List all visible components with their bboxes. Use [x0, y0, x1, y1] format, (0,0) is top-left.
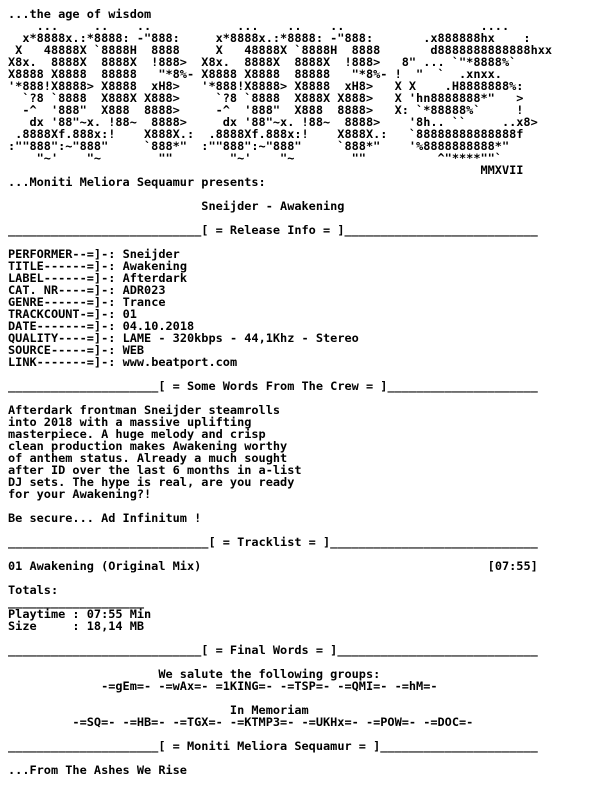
memoriam-heading: In Memoriam: [8, 703, 309, 717]
ascii-logo: ... .. .. ... .. .. .... x*8888x.:*8888: -"888: x*8888x.:*8888: -"888: .x888888hx : X 48888X `8888H 8888 X 48888X `8888H 8888 d8888888888888hxx X8x. 8888X 8888X !888> X8x. 8888X 8888X !888> 8" ... `"*8888%` X8888 X8888 88888 "*8%- X8888 X8888 88888 "*8%- ! " ` .xnxx. '*888!X8888> X8888 xH8> '*888!X8888> X8888 xH8> X X .H8888888%: `?8 `8888 X888X X888> `?8 `8888 X888X X888> X 'hn8888888*" > -^ '888" X888 8888> -^ '888" X888 8888> X: `*88888%` ! dx '88"~x. !88~ 8888> dx '88"~x. !88~ 8888> '8h.. `` ..x8> .8888Xf.888x:! X888X.: .8888Xf.888x:! X888X.: `88888888888888f :""888":~"888" `888*" :""888":~"888" `888*" '%8888888888*" "~' "~ "" "~' "~ "" ^"****""` MMXVII: [8, 19, 553, 177]
release-info-value: 01: [122, 307, 137, 321]
totals-label: Totals:: [8, 583, 59, 597]
release-info-value: www.beatport.com: [122, 355, 238, 369]
section-title: [ = Final Words = ]: [201, 643, 338, 657]
section-header-tracklist: ____________________________[ = Tracklist = ]_____________________________: [8, 535, 538, 549]
release-info-key: DATE-------=]-:: [8, 319, 116, 333]
release-info-value: ADR023: [122, 283, 166, 297]
release-info-row: [8, 356, 592, 368]
track-row: [8, 560, 592, 572]
playtime-line: Playtime : 07:55 Min: [8, 607, 152, 621]
section-header-footer: _____________________[ = Moniti Meliora Sequamur = ]______________________: [8, 739, 538, 753]
salute-groups: -=gEm=- -=wAx=- =1KING=- -=TSP=- -=QMI=- -=hM=-: [8, 679, 438, 693]
release-info-key: TRACKCOUNT-=]-:: [8, 307, 116, 321]
size-line: Size : 18,14 MB: [8, 619, 145, 633]
release-info-key: GENRE------=]-:: [8, 295, 116, 309]
release-info-value: 04.10.2018: [122, 319, 195, 333]
track-duration: [07:55]: [487, 559, 538, 573]
release-info-value: Afterdark: [122, 271, 187, 285]
tracklist: [8, 560, 592, 572]
release-info-key: TITLE------=]-:: [8, 259, 116, 273]
release-info-key: QUALITY----=]-:: [8, 331, 116, 345]
section-header-crew-words: _____________________[ = Some Words From The Crew = ]_____________________: [8, 379, 538, 393]
release-info-value: Awakening: [122, 259, 187, 273]
crew-text: Afterdark frontman Sneijder steamrolls into 2018 with a massive uplifting masterpiece. A huge melody and crisp clean production makes Awakening worthy of anthem status. Already a much sought after ID over the last 6 months in a-list DJ sets. The hype is real, are you ready for your Awakening?!: [8, 403, 302, 501]
section-title: [ = Moniti Meliora Sequamur = ]: [158, 739, 381, 753]
release-info-key: PERFORMER--=]-:: [8, 247, 116, 261]
section-title: [ = Tracklist = ]: [208, 535, 331, 549]
memoriam-groups: -=SQ=- -=HB=- -=TGX=- -=KTMP3=- -=UKHx=- -=POW=- -=DOC=-: [8, 715, 474, 729]
release-title: Sneijder - Awakening: [8, 199, 345, 213]
section-title: [ = Some Words From The Crew = ]: [158, 379, 388, 393]
intro-line: ...the age of wisdom: [8, 7, 152, 21]
outro-line: ...From The Ashes We Rise: [8, 763, 187, 777]
be-secure-line: Be secure... Ad Infinitum !: [8, 511, 202, 525]
release-info-key: SOURCE-----=]-:: [8, 343, 116, 357]
salute-heading: We salute the following groups:: [8, 667, 381, 681]
release-info-value: Sneijder: [122, 247, 180, 261]
release-info-key: CAT. NR----=]-:: [8, 283, 116, 297]
track-title: 01 Awakening (Original Mix): [8, 559, 202, 573]
release-info-value: WEB: [122, 343, 145, 357]
spacer: [8, 572, 592, 584]
release-info-value: Trance: [122, 295, 166, 309]
section-header-release-info: ___________________________[ = Release Info = ]___________________________: [8, 223, 538, 237]
totals-rule: ___________________: [8, 595, 145, 609]
release-info-key: LABEL------=]-:: [8, 271, 116, 285]
presents-line: ...Moniti Meliora Sequamur presents:: [8, 175, 266, 189]
section-title: [ = Release Info = ]: [201, 223, 345, 237]
release-info-value: LAME - 320kbps - 44,1Khz - Stereo: [122, 331, 359, 345]
release-info-key: LINK-------=]-:: [8, 355, 116, 369]
section-header-final-words: ___________________________[ = Final Words = ]____________________________: [8, 643, 538, 657]
release-info-list: [8, 248, 592, 368]
